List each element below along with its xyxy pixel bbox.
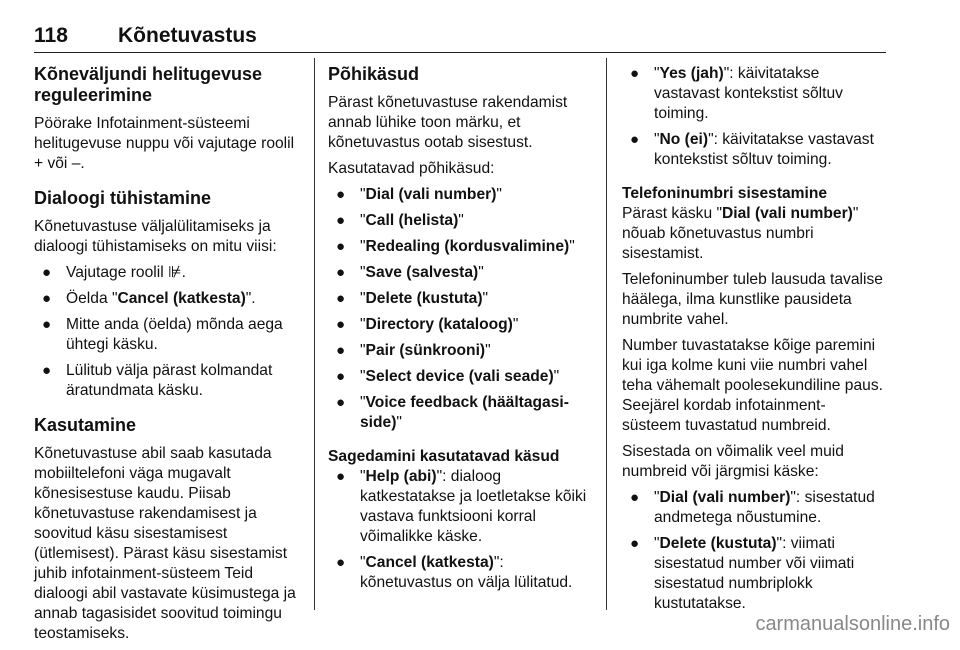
section-heading: Dialoogi tühistamine xyxy=(34,188,212,208)
command-list xyxy=(622,64,884,170)
bullet-icon: ● xyxy=(630,131,640,148)
list-item: ● "Dial (vali number)" xyxy=(336,186,502,203)
bullet-icon: ● xyxy=(630,65,640,82)
paragraph: Kõnetuvastuse väljalülitamiseks ja dialoogi tühistamiseks on mitu viisi: xyxy=(34,218,277,255)
subsection-heading: Telefoninumbri sisestamine xyxy=(622,185,828,202)
bullet-icon: ● xyxy=(336,368,346,385)
list-item: ● "Select device (vali seade)" xyxy=(336,368,560,385)
bullet-icon: ● xyxy=(42,290,52,307)
bullet-icon: ● xyxy=(336,186,346,203)
paragraph: Pärast kõnetuvastuse rakendamist annab lühike toon märku, et kõnetuvastus ootab sisestust. xyxy=(328,94,568,151)
page-header xyxy=(34,22,886,53)
section-heading: Kasutamine xyxy=(34,415,137,435)
bullet-icon: ● xyxy=(336,212,346,229)
list-item: ● "Call (helista)" xyxy=(336,212,464,229)
list-item: ● "No (ei)": käivitatakse vastavast kontekstist sõltuv toiming. xyxy=(630,131,874,168)
list-item: ● "Help (abi)": dialoog katkestatakse ja loetletakse kõiki vastava funktsiooni korral võimalikke käske. xyxy=(336,468,587,545)
bullet-list xyxy=(34,263,304,401)
section-heading: Kõneväljundi helitugevuse reguleerimine xyxy=(34,64,263,105)
paragraph: Telefoninumber tuleb lausuda tavalise häälega, ilma kunstlike pausideta numbrite vahel. xyxy=(622,271,883,328)
list-item: ● "Delete (kustuta)" xyxy=(336,290,489,307)
list-item: ● "Directory (kataloog)" xyxy=(336,316,519,333)
subsection-heading: Sagedamini kasutatavad käsud xyxy=(328,448,560,465)
paragraph: Kasutatavad põhikäsud: xyxy=(328,160,495,177)
bullet-icon: ● xyxy=(630,489,640,506)
list-item: ● "Pair (sünkrooni)" xyxy=(336,342,491,359)
list-item: ● Mitte anda (öelda) mõnda aega ühtegi käsku. xyxy=(42,316,283,353)
bullet-icon: ● xyxy=(630,535,640,552)
bullet-icon: ● xyxy=(336,290,346,307)
list-item: ● "Redealing (kordusvalimine)" xyxy=(336,238,575,255)
column-1 xyxy=(34,64,304,650)
paragraph: Sisestada on võimalik veel muid numbreid või järgmisi käske: xyxy=(622,443,844,480)
list-item: ● "Dial (vali number)": sisestatud andmetega nõustumine. xyxy=(630,489,875,526)
paragraph: Pöörake Infotainment-süsteemi helitugevuse nuppu või vajutage roolil + või –. xyxy=(34,115,295,172)
bullet-icon: ● xyxy=(42,316,52,333)
bullet-icon: ● xyxy=(336,316,346,333)
list-item: ● Lülitub välja pärast kolmandat äratundmata käsku. xyxy=(42,362,273,399)
paragraph: Kõnetuvastuse abil saab kasutada mobiiltelefoni väga mugavalt kõnesisestuse kaudu. Piisab kõnetuvastuse rakendamisest ja soovitud käsu sisestamisest (ütlemisest). Pärast käsu sisestamist juhib infotainment-süsteem Teid dialoogi abil vastavate küsimustega ja annab tagasisidet soovitud toimingu teostamiseks. xyxy=(34,445,296,642)
bullet-icon: ● xyxy=(42,362,52,379)
column-divider xyxy=(606,58,607,610)
bullet-list xyxy=(622,488,884,614)
list-item: ● "Voice feedback (häältagasi-side)" xyxy=(336,394,569,431)
paragraph: Pärast käsku "Dial (vali number)" nõuab kõnetuvastus numbri sisestamist. xyxy=(622,205,859,262)
list-item: ● "Delete (kustuta)": viimati sisestatud number või viimati sisestatud numbriplokk kustutatakse. xyxy=(630,535,855,612)
bullet-icon: ● xyxy=(336,554,346,571)
bullet-icon: ● xyxy=(336,342,346,359)
bullet-icon: ● xyxy=(336,264,346,281)
column-divider xyxy=(314,58,315,610)
list-item: ● "Yes (jah)": käivitatakse vastavast kontekstist sõltuv toiming. xyxy=(630,65,843,122)
command-list xyxy=(328,185,593,433)
column-3 xyxy=(622,64,884,624)
paragraph: Number tuvastatakse kõige paremini kui iga kolme kuni viie numbri vahel teha vähemalt poolesekundiline paus. Seejärel kordab infotainment-süsteem tuvastatud numbreid. xyxy=(622,337,883,434)
bullet-icon: ● xyxy=(336,394,346,411)
list-item: ● "Cancel (katkesta)": kõnetuvastus on välja lülitatud. xyxy=(336,554,573,591)
watermark: carmanualsonline.info xyxy=(755,613,950,635)
page-number: 118 xyxy=(34,24,68,47)
bullet-icon: ● xyxy=(42,264,52,281)
column-2 xyxy=(328,64,593,603)
section-heading: Põhikäsud xyxy=(328,64,420,84)
list-item: ● Öelda "Cancel (katkesta)". xyxy=(42,290,256,307)
frequent-command-list xyxy=(328,467,593,593)
list-item: ● "Save (salvesta)" xyxy=(336,264,484,281)
chapter-title: Kõnetuvastus xyxy=(118,24,257,47)
bullet-icon: ● xyxy=(336,468,346,485)
list-item: ● Vajutage roolil ⊯. xyxy=(42,264,186,281)
bullet-icon: ● xyxy=(336,238,346,255)
